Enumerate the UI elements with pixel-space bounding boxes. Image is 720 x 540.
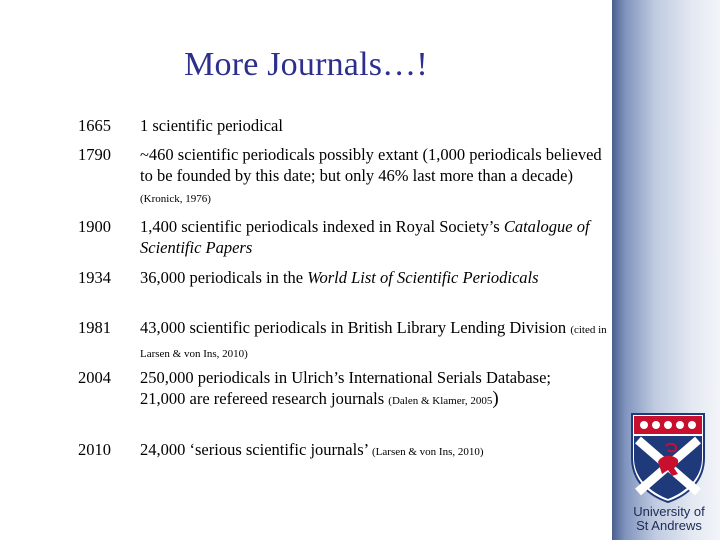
university-crest-icon [630,412,706,504]
description-text: ) [492,388,499,409]
description-text: 24,000 ‘serious scientific journals’ [140,440,373,459]
description-text: 43,000 scientific periodicals in British Library Lending Division [140,318,571,337]
university-name-line1: University of [633,504,705,519]
row-year: 1790 [78,145,111,164]
publication-title: World List of Scientific Periodicals [307,268,539,287]
row-year: 2004 [78,368,111,387]
row-year: 1934 [78,268,111,287]
citation: (cited in Larsen & von Ins, 2010) [140,324,607,360]
citation: (Kronick, 1976) [140,193,211,205]
row-year: 1900 [78,217,111,236]
description-text: ~460 scientific periodicals possibly extant (1,000 periodicals believed to be founded by this date; but only 46% last more than a decade) [140,145,602,185]
row-description [140,216,610,258]
description-text: 36,000 periodicals in the [140,268,308,287]
citation: (Dalen & Klamer, 2005 [388,395,493,407]
slide-title: More Journals…! [184,46,428,83]
university-name [622,505,716,533]
row-description [140,317,610,365]
row-year: 1981 [78,318,111,337]
row-description [140,367,610,412]
university-name-line2: St Andrews [636,518,702,533]
citation: (Larsen & von Ins, 2010) [372,446,484,458]
row-description [140,115,610,136]
row-year: 2010 [78,440,111,459]
publication-title: Catalogue of Scientific Papers [140,217,590,257]
description-text: 250,000 periodicals in Ulrich’s International Serials Database; [140,368,552,387]
row-year: 1665 [78,116,111,135]
description-text: 21,000 are refereed research journals [140,389,389,408]
description-text: 1,400 scientific periodicals indexed in Royal Society’s [140,217,504,236]
row-description [140,267,610,288]
row-description [140,439,610,463]
description-text: 1 scientific periodical [140,116,283,135]
row-description [140,144,610,210]
